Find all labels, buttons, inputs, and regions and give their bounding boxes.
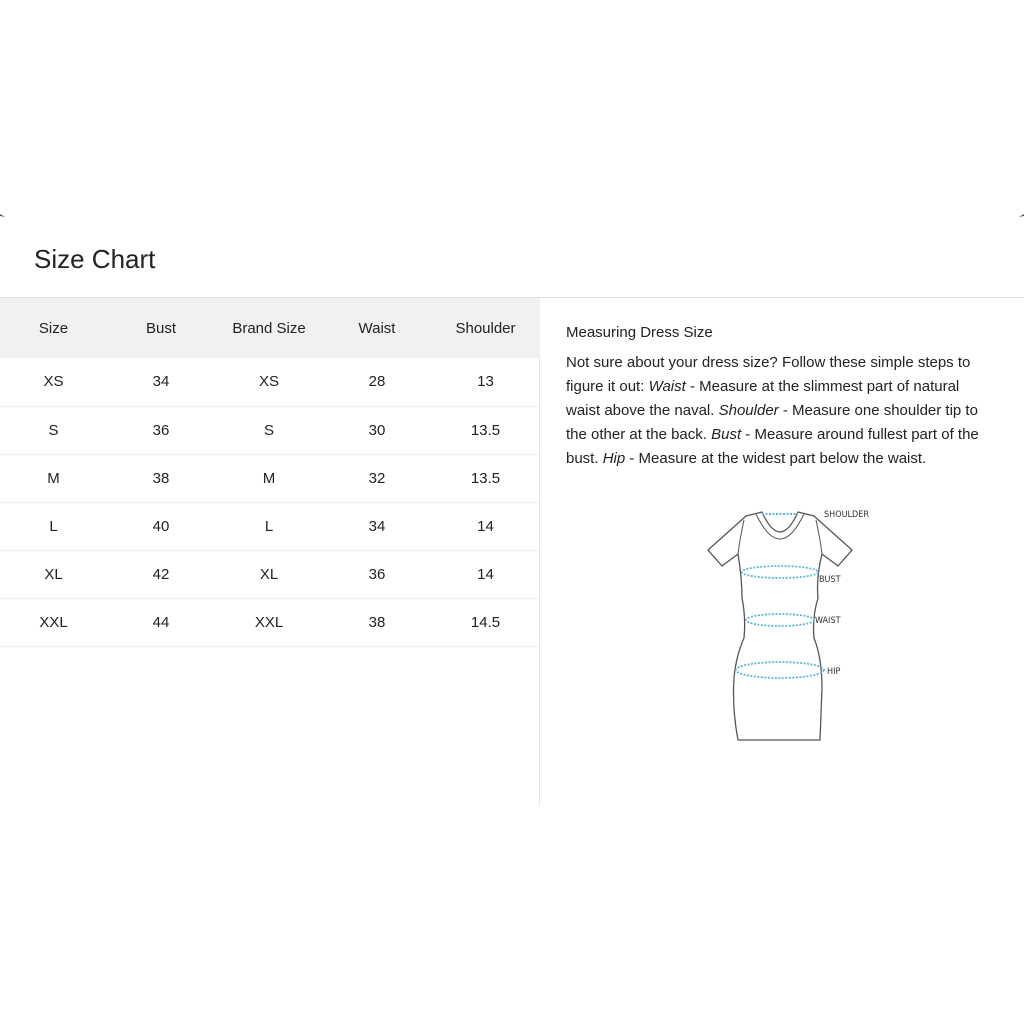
guide-desc-shoulder: - Measure one shoulder tip to the other at the back. bbox=[566, 402, 978, 443]
cell-bust: 44 bbox=[152, 613, 170, 631]
bust-label: BUST bbox=[819, 575, 841, 585]
cell-shoulder: 13.5 bbox=[470, 469, 501, 487]
cell-bust: 38 bbox=[152, 469, 170, 487]
header-bust: Bust bbox=[145, 319, 176, 337]
guide-term-hip: Hip bbox=[602, 450, 626, 467]
cell-shoulder: 14.5 bbox=[470, 613, 501, 631]
cell-waist: 34 bbox=[368, 517, 386, 535]
table-row bbox=[0, 454, 540, 502]
cell-waist: 38 bbox=[368, 613, 386, 631]
size-table-area bbox=[0, 298, 540, 806]
cell-size: XS bbox=[43, 373, 64, 391]
cell-brand-size: XS bbox=[258, 373, 279, 391]
dress-neckline bbox=[756, 514, 804, 539]
cell-shoulder: 13 bbox=[477, 373, 494, 391]
guide-heading: Measuring Dress Size bbox=[566, 324, 713, 341]
guide-term-shoulder: Shoulder bbox=[718, 402, 779, 419]
bust-measure-line bbox=[742, 566, 818, 578]
header-waist: Waist bbox=[358, 319, 396, 337]
waist-measure-line bbox=[746, 614, 814, 626]
cell-bust: 34 bbox=[152, 373, 170, 391]
cell-brand-size: XL bbox=[259, 565, 279, 583]
size-table bbox=[0, 298, 540, 647]
cell-waist: 36 bbox=[368, 565, 386, 583]
page-title: Size Chart bbox=[34, 244, 156, 274]
dress-measurement-diagram bbox=[700, 508, 880, 748]
cell-size: XL bbox=[44, 565, 63, 583]
hip-measure-line bbox=[736, 662, 824, 678]
table-row bbox=[0, 550, 540, 598]
cell-size: L bbox=[49, 517, 58, 535]
cell-waist: 30 bbox=[368, 421, 386, 439]
cell-brand-size: XXL bbox=[254, 613, 284, 631]
cell-bust: 42 bbox=[152, 565, 170, 583]
dress-left-sleeve-seam bbox=[738, 520, 744, 554]
guide-desc-bust: - Measure around fullest part of the bust. bbox=[566, 426, 979, 467]
guide-term-waist: Waist bbox=[648, 378, 686, 395]
cell-brand-size: L bbox=[264, 517, 274, 535]
cell-waist: 32 bbox=[368, 469, 386, 487]
header-brand-size: Brand Size bbox=[232, 319, 306, 337]
header-shoulder: Shoulder bbox=[455, 319, 516, 337]
table-row bbox=[0, 502, 540, 550]
cell-shoulder: 14 bbox=[477, 565, 494, 583]
cell-size: XXL bbox=[39, 613, 68, 631]
guide-intro: Not sure about your dress size? Follow these simple steps to figure it out: bbox=[566, 354, 971, 395]
size-chart-panel bbox=[0, 220, 1024, 810]
cell-brand-size: M bbox=[262, 469, 276, 487]
guide-desc-hip: - Measure at the widest part below the waist. bbox=[629, 450, 927, 467]
measuring-guide bbox=[566, 324, 996, 471]
table-row bbox=[0, 358, 540, 406]
cell-bust: 40 bbox=[152, 517, 170, 535]
waist-label: WAIST bbox=[815, 616, 841, 626]
guide-term-bust: Bust bbox=[711, 426, 742, 443]
cell-shoulder: 14 bbox=[477, 517, 494, 535]
cell-waist: 28 bbox=[368, 373, 386, 391]
table-row bbox=[0, 598, 540, 646]
cell-bust: 36 bbox=[152, 421, 170, 439]
header-size: Size bbox=[38, 319, 69, 337]
cell-shoulder: 13.5 bbox=[470, 421, 501, 439]
cell-size: M bbox=[47, 469, 60, 487]
hip-label: HIP bbox=[827, 667, 841, 677]
table-header-row bbox=[0, 298, 540, 358]
guide-desc-waist: - Measure at the slimmest part of natural waist above the naval. bbox=[566, 378, 960, 419]
guide-text bbox=[566, 351, 996, 471]
size-chart-content bbox=[0, 297, 1024, 805]
cell-brand-size: S bbox=[263, 421, 274, 439]
table-row bbox=[0, 406, 540, 454]
dress-right-sleeve-seam bbox=[816, 520, 822, 554]
cell-size: S bbox=[48, 421, 59, 439]
shoulder-label: SHOULDER bbox=[824, 510, 870, 520]
